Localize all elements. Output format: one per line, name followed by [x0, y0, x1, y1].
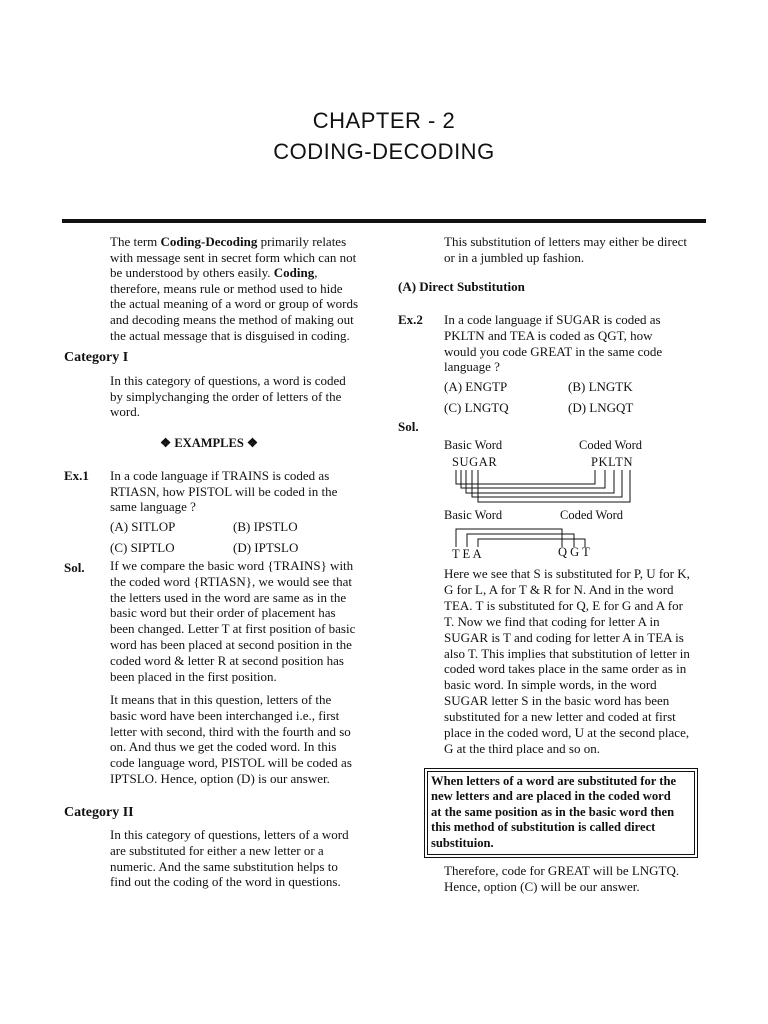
coded-word: PKLTN	[591, 455, 634, 469]
conclusion	[444, 863, 706, 895]
example-1-option-b: (B) IPSTLO	[233, 519, 298, 534]
explanation-line: substituted for a new letter and coded at first	[444, 709, 676, 725]
example-2-option-a: (A) ENGTP	[444, 379, 508, 394]
solution-line: been placed in the first position.	[110, 668, 277, 684]
solution-2-explanation	[444, 566, 706, 757]
category-1-line: by simplychanging the order of letters of the	[110, 388, 342, 404]
solution-line: basic word have been interchanged i.e., first	[110, 707, 340, 723]
solution-line: basic word but their order of placement has	[110, 605, 336, 621]
category-2-line: In this category of questions, letters of a word	[110, 827, 349, 842]
intro-bold: Coding-Decoding	[160, 234, 258, 249]
example-1-option-c: (C) SIPTLO	[110, 540, 175, 555]
basic-word-label: Basic Word	[444, 438, 503, 452]
example-2-option-b: (B) LNGTK	[568, 379, 633, 394]
category-2-heading: Category II	[64, 805, 134, 820]
definition-note-box	[424, 768, 698, 858]
chapter-title: CODING-DECODING	[273, 139, 495, 164]
solution-1-continued	[110, 692, 370, 787]
question-line: RTIASN, how PISTOL will be coded in the	[110, 483, 338, 499]
question-line: In a code language if TRAINS is coded as	[110, 468, 330, 483]
solution-line: IPTSLO. Hence, option (D) is our answer.	[110, 770, 330, 786]
note-line: When letters of a word are substituted for the	[431, 774, 677, 788]
explanation-line: T. Now we find that coding for letter A in	[444, 613, 660, 629]
category-2-text	[110, 827, 370, 890]
explanation-line: G at the third place and so on.	[444, 740, 600, 756]
category-1-line: In this category of questions, a word is coded	[110, 373, 346, 388]
explanation-line: SUGAR is T and coding for letter A in TEA is	[444, 629, 684, 645]
solution-line: the coded word {RTIASN}, we would see that	[110, 573, 353, 589]
note-line: this method of substitution is called direct	[431, 820, 656, 835]
right-intro	[444, 234, 706, 265]
explanation-line: TEA. T is substituted for Q, E for G and A for	[444, 597, 683, 613]
note-line: substituion.	[431, 835, 494, 850]
category-1-text	[110, 373, 370, 420]
example-2-question	[444, 312, 706, 375]
note-line: at the same position as in the basic word then	[431, 804, 675, 819]
direct-substitution-heading: (A) Direct Substitution	[398, 279, 525, 294]
solution-line: code language word, PISTOL will be coded as	[110, 755, 352, 771]
intro-punct: ,	[314, 265, 318, 281]
header-rule	[62, 219, 706, 223]
explanation-line: also T. This implies that substitution of letter in	[444, 645, 690, 661]
intro-paragraph	[110, 234, 370, 343]
note-line: new letters and are placed in the coded word	[431, 789, 671, 804]
conclusion-line: Therefore, code for GREAT will be LNGTQ.	[444, 863, 680, 878]
intro-line: and decoding means the method of making out	[110, 311, 354, 327]
question-line: In a code language if SUGAR is coded as	[444, 312, 661, 327]
solution-line: been changed. Letter T at first position of basic	[110, 621, 356, 637]
intro-line: primarily relates	[260, 234, 347, 249]
intro-line: the actual meaning of a word or group of words	[110, 296, 359, 312]
right-intro-line: This substitution of letters may either be direct	[444, 234, 687, 249]
basic-word-label-2: Basic Word	[444, 508, 503, 522]
question-line: language ?	[444, 359, 500, 375]
solution-line: the letters used in the word are same as in the	[110, 589, 347, 605]
example-1-option-d: (D) IPTSLO	[233, 540, 299, 555]
category-1-heading: Category I	[64, 350, 129, 365]
solution-line: word has been placed at second position in the	[110, 636, 352, 652]
basic-word-2: T E A	[452, 547, 482, 561]
intro-line: therefore, means rule or method used to hide	[110, 280, 343, 296]
examples-heading: ❖ EXAMPLES ❖	[160, 436, 259, 450]
coded-word-label-2: Coded Word	[560, 508, 623, 522]
explanation-line: SUGAR letter S in the basic word has been	[444, 693, 670, 709]
explanation-line: Here we see that S is substituted for P, U for K,	[444, 566, 690, 581]
explanation-line: coded word takes place in the same order as in	[444, 661, 687, 677]
solution-1-label: Sol.	[64, 560, 85, 575]
example-1-question	[110, 468, 370, 515]
question-line: same language ?	[110, 499, 196, 515]
intro-bold: Coding	[273, 265, 315, 281]
question-line: PKLTN and TEA is coded as QGT, how	[444, 327, 653, 343]
conclusion-line: Hence, option (C) will be our answer.	[444, 879, 640, 894]
category-2-line: find out the coding of the word in questions.	[110, 874, 341, 890]
basic-word: SUGAR	[452, 455, 498, 469]
intro-line: the actual message that is disguised in coding.	[110, 327, 350, 343]
example-1-label: Ex.1	[64, 468, 89, 483]
example-2-label: Ex.2	[398, 312, 423, 327]
intro-line: be understood by others easily.	[110, 265, 271, 281]
explanation-line: G for L, A for T & R for N. And in the word	[444, 581, 674, 597]
intro-line: The term	[110, 234, 158, 249]
example-2-option-d: (D) LNGQT	[568, 400, 634, 415]
coded-word-2: Q G T	[558, 545, 590, 559]
explanation-line: place in the coded word, U at the second place,	[444, 725, 690, 741]
category-2-line: are substituted for either a new letter or a	[110, 842, 324, 858]
solution-line: It means that in this question, letters of the	[110, 692, 332, 707]
category-2-line: numeric. And the same substitution helps to	[110, 858, 338, 874]
example-1-option-a: (A) SITLOP	[110, 519, 176, 534]
question-line: would you code GREAT in the same code	[444, 343, 663, 359]
intro-line: with message sent in secret form which can not	[110, 249, 357, 265]
chapter-number: CHAPTER - 2	[312, 108, 456, 133]
solution-2-label: Sol.	[398, 419, 419, 434]
solution-line: coded word & letter R at second position has	[110, 652, 344, 668]
solution-1-text	[110, 558, 370, 684]
category-1-line: word.	[110, 404, 140, 420]
solution-line: on. And thus we get the coded word. In this	[110, 739, 337, 755]
example-2-option-c: (C) LNGTQ	[444, 400, 509, 415]
coded-word-label: Coded Word	[579, 438, 642, 452]
solution-line: If we compare the basic word {TRAINS} with	[110, 558, 354, 573]
definition-note-inner	[427, 771, 695, 855]
substitution-connector-diagram	[440, 468, 640, 506]
solution-line: letter with second, third with the fourth and so	[110, 723, 351, 739]
explanation-line: basic word. In simple words, in the word	[444, 677, 657, 693]
right-intro-line: or in a jumbled up fashion.	[444, 249, 585, 265]
